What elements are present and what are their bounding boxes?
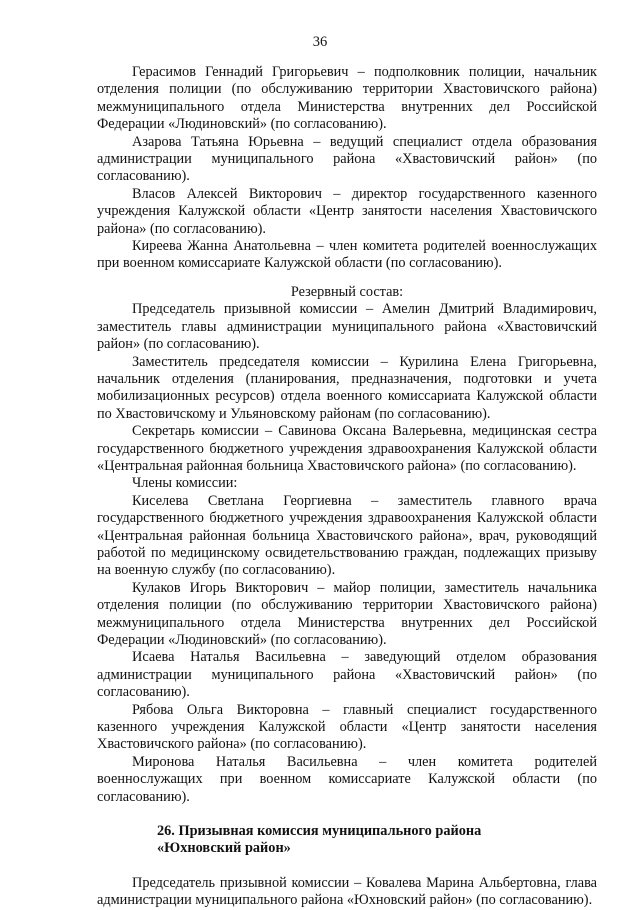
page-number: 36 (312, 34, 328, 50)
member-entry-vlasov: Власов Алексей Викторович – директор государственного казенного учреждения Калужской области «Центр занятости населения Хвастовичского района» (по согласованию). (97, 185, 597, 237)
reserve-secretary: Секретарь комиссии – Савинова Оксана Валерьевна, медицинская сестра государственного бюджетного учреждения здравоохранения Калужской области «Центральная районная больница Хвастовичского района» (по согласованию). (97, 423, 597, 474)
reserve-member-isaeva: Исаева Наталья Васильевна – заведующий отделом образования администрации муниципального района «Хвастовичский район» (по согласованию). (97, 649, 597, 701)
reserve-member-mironova: Миронова Наталья Васильевна – член комитета родителей военнослужащих при военном комиссариате Калужской области (по согласованию). (97, 753, 597, 805)
member-entry-kireeva: Киреева Жанна Анатольевна – член комитета родителей военнослужащих при военном комиссариате Калужской области (по согласованию). (97, 238, 597, 272)
reserve-deputy-chairman: Заместитель председателя комиссии – Курилина Елена Григорьевна, начальник отделения (планирования, предназначения, подготовки и учета мобилизационных ресурсов) отдела военного комиссариата Калужской области по Хвастовичскому и Ульяновскому районам (по согласованию). (97, 353, 597, 422)
member-entry-gerasimov: Герасимов Геннадий Григорьевич – подполковник полиции, начальник отделения полиции (по обслуживанию территории Хвастовичского района) межмуниципального отдела Министерства внутренних дел Российской Федерации «Людиновский» (по согласованию). (97, 64, 597, 133)
member-entry-azarova: Азарова Татьяна Юрьевна – ведущий специалист отдела образования администрации муниципального района «Хвастовичский район» (по согласованию). (97, 133, 597, 185)
section-heading-line2: «Юхновский район» (157, 840, 291, 857)
document-body (97, 64, 597, 910)
reserve-member-kulakov: Кулаков Игорь Викторович – майор полиции, заместитель начальника отделения полиции (по обслуживанию территории Хвастовичского района) межмуниципального отдела Министерства внутренних дел Российской Федерации «Людиновский» (по согласованию). (97, 579, 597, 648)
reserve-member-kiseleva: Киселева Светлана Георгиевна – заместитель главного врача государственного бюджетного учреждения здравоохранения Калужской области «Центральная районная больница Хвастовичского района», врач, руководящий работой по медицинскому освидетельствованию граждан, подлежащих призыву на военную службу (по согласованию). (97, 492, 597, 579)
reserve-title: Резервный состав: (290, 283, 404, 300)
reserve-chairman: Председатель призывной комиссии – Амелин Дмитрий Владимирович, заместитель главы администрации муниципального района «Хвастовичский район» (по согласованию). (97, 301, 597, 353)
section-heading-line1: 26. Призывная комиссия муниципального района (157, 823, 482, 840)
reserve-member-ryabova: Рябова Ольга Викторовна – главный специалист государственного казенного учреждения Калужской области «Центр занятости населения Хвастовичского района» (по согласованию). (97, 701, 597, 753)
members-label: Члены комиссии: (132, 475, 238, 492)
section-chairman-entry: Председатель призывной комиссии – Ковалева Марина Альбертовна, глава администрации муниципального района «Юхновский район» (по согласованию). (97, 874, 597, 909)
